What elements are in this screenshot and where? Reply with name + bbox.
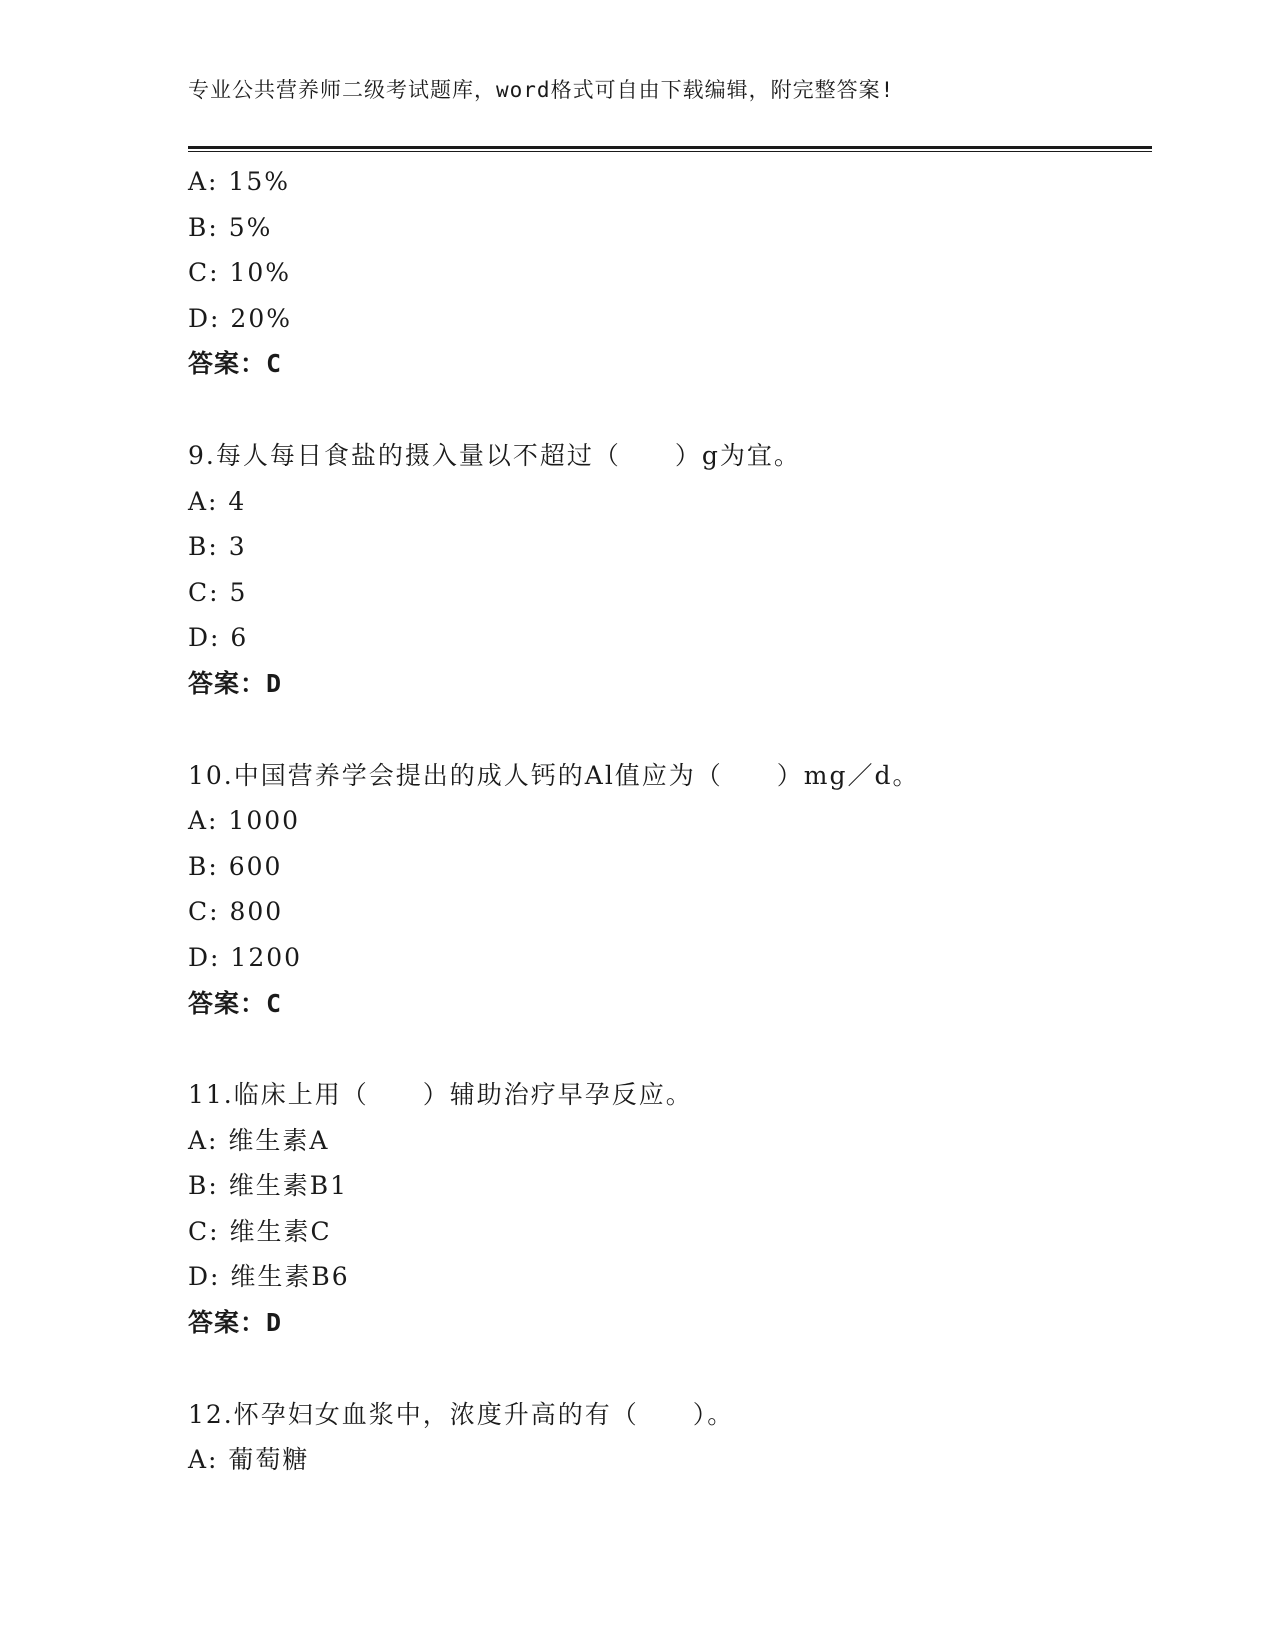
option-b: B: 5% <box>188 212 273 242</box>
option-a: A: 4 <box>188 486 247 516</box>
option-c: C: 5 <box>188 577 248 607</box>
option-d: D: 1200 <box>188 942 303 972</box>
option-c: C: 800 <box>188 897 284 927</box>
question-stem: 12.怀孕妇女血浆中，浓度升高的有（ ）。 <box>188 1399 735 1429</box>
answer-line: 答案：C <box>188 349 283 379</box>
option-d: D: 维生素B6 <box>188 1262 350 1292</box>
answer-line: 答案：D <box>188 1308 283 1338</box>
question-stem: 9.每人每日食盐的摄入量以不超过（ ）g为宜。 <box>188 440 801 470</box>
header-rule-thin <box>188 151 1152 152</box>
question-9 <box>188 433 1148 707</box>
question-8-continued <box>188 159 1148 387</box>
document-body <box>188 159 1148 1483</box>
answer-line: 答案：D <box>188 668 283 698</box>
option-c: C: 10% <box>188 258 292 288</box>
option-d: D: 20% <box>188 303 292 333</box>
option-d: D: 6 <box>188 623 249 653</box>
question-stem: 11.临床上用（ ）辅助治疗早孕反应。 <box>188 1080 693 1110</box>
option-a: A: 维生素A <box>188 1125 330 1155</box>
question-11 <box>188 1072 1148 1346</box>
option-b: B: 维生素B1 <box>188 1171 349 1201</box>
option-a: A: 1000 <box>188 806 301 836</box>
question-12 <box>188 1392 1148 1483</box>
question-10 <box>188 753 1148 1027</box>
question-stem: 10.中国营养学会提出的成人钙的Al值应为（ ）mg／d。 <box>188 760 920 790</box>
option-b: B: 3 <box>188 532 247 562</box>
option-a: A: 葡萄糖 <box>188 1445 310 1475</box>
page-header: 专业公共营养师二级考试题库，word格式可自由下载编辑，附完整答案! <box>188 78 895 102</box>
answer-line: 答案：C <box>188 988 283 1018</box>
option-a: A: 15% <box>188 167 290 196</box>
option-c: C: 维生素C <box>188 1216 332 1246</box>
option-b: B: 600 <box>188 851 283 881</box>
header-rule-thick <box>188 146 1152 149</box>
